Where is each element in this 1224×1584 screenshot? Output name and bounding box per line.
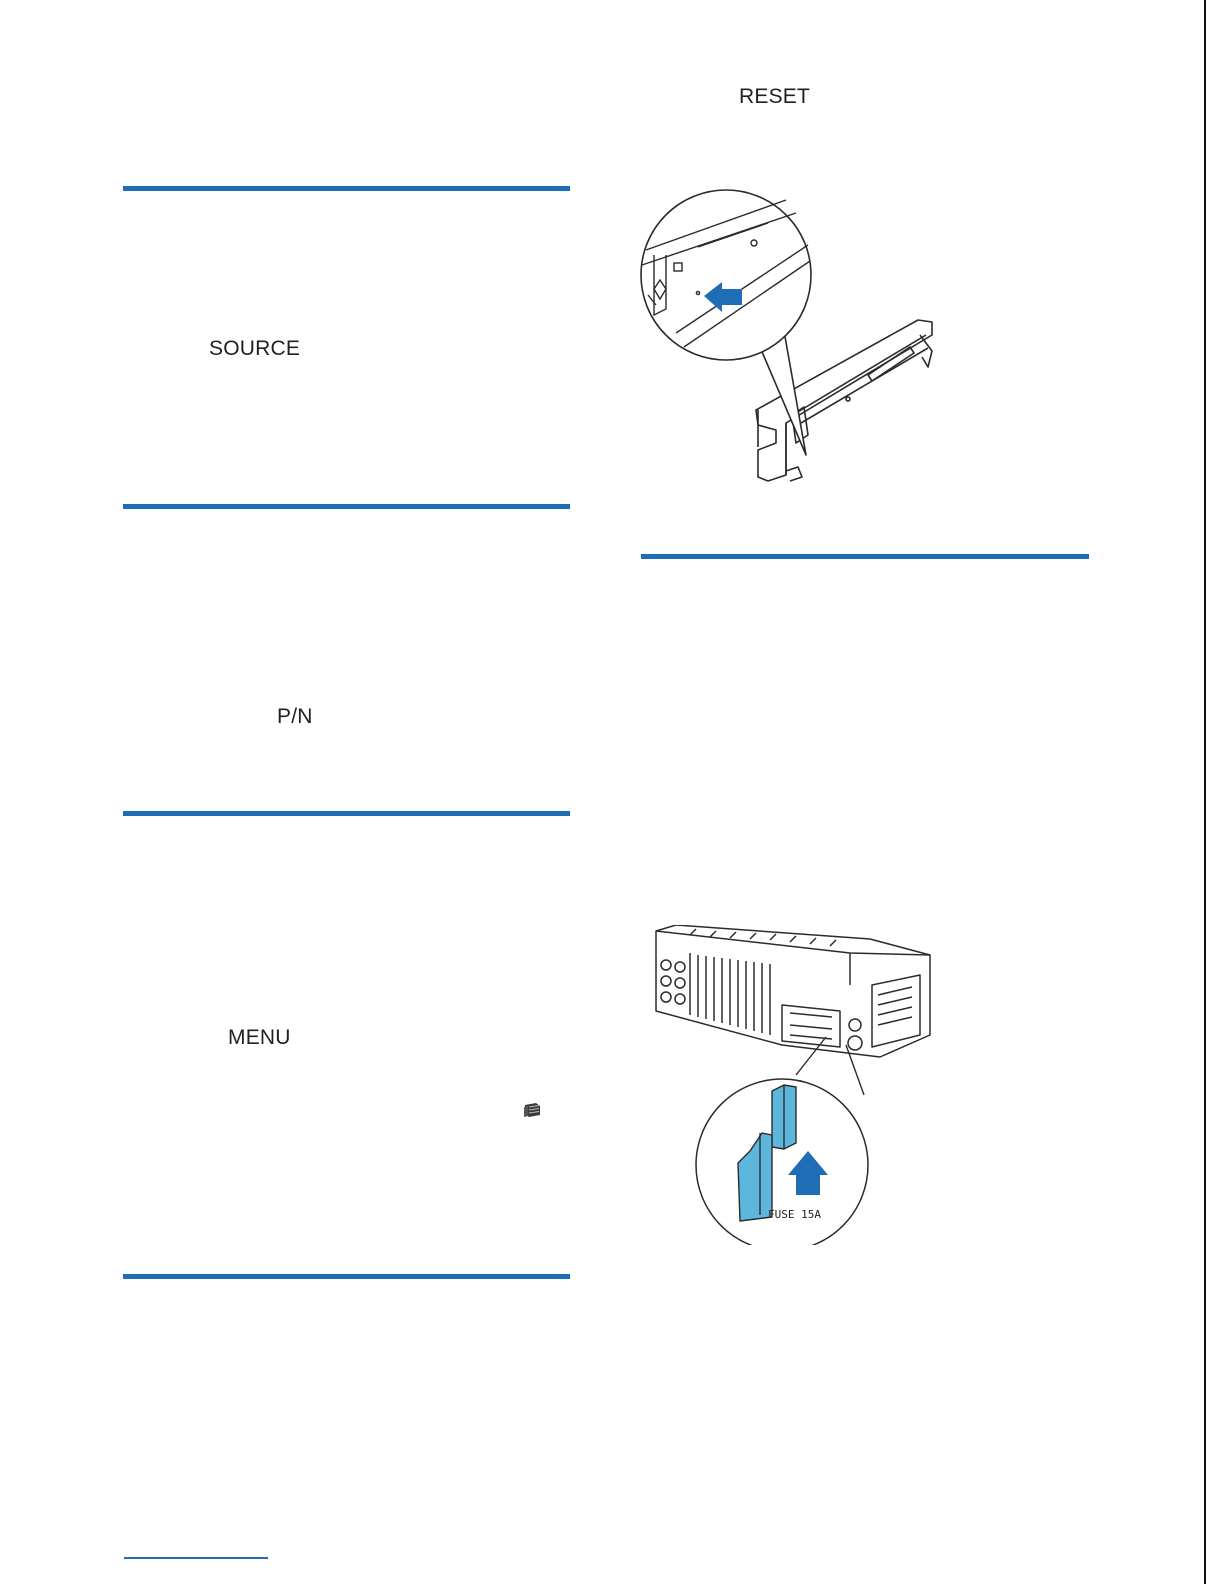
reset-label: RESET [739,85,811,108]
fuse-label: FUSE 15A [768,1208,821,1221]
footer-rule [124,1557,268,1559]
menu-label: MENU [228,1026,291,1049]
book-icon [522,1101,544,1119]
section-rule-4 [123,1274,570,1279]
page-edge-line [1204,0,1206,1584]
section-rule-right [641,554,1089,559]
section-rule-2 [123,504,570,509]
reset-figure [636,185,946,485]
pn-label: P/N [277,705,313,728]
section-rule-3 [123,811,570,816]
source-label: SOURCE [209,337,301,360]
section-rule-1 [123,186,570,191]
fuse-figure [650,925,940,1245]
